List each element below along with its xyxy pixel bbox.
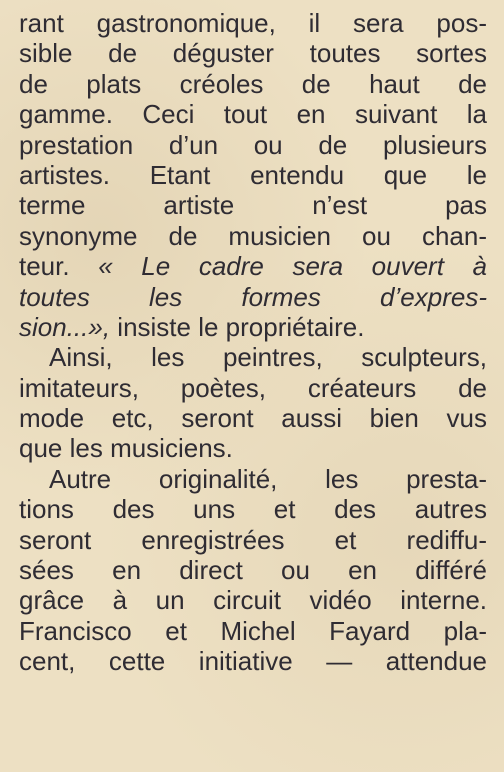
- quote-segment: sion...»,: [19, 311, 111, 342]
- text-line: artistes. Etant entendu que le: [19, 159, 487, 190]
- text-line: synonyme de musicien ou chan-: [19, 220, 487, 251]
- paragraph-1: [19, 8, 487, 342]
- paragraph-2: [19, 342, 487, 464]
- text-line: rant gastronomique, il sera pos-: [19, 8, 487, 38]
- text-line: de plats créoles de haut de: [19, 68, 487, 99]
- text-segment: insiste le propriétaire.: [117, 311, 365, 342]
- quote-line: toutes les formes d’expres-: [19, 281, 487, 312]
- text-line: gamme. Ceci tout en suivant la: [19, 99, 487, 130]
- text-line: que les musiciens.: [19, 433, 233, 464]
- text-line: seront enregistrées et rediffu-: [19, 524, 487, 555]
- mixed-line: [19, 312, 487, 342]
- text-line: mode etc, seront aussi bien vus: [19, 403, 487, 434]
- mixed-line: [19, 251, 487, 281]
- text-line: prestation d’un ou de plusieurs: [19, 129, 487, 160]
- text-line: sées en direct ou en différé: [19, 555, 487, 586]
- text-line: cent, cette initiative — attendue: [19, 646, 487, 677]
- text-line: terme artiste n’est pas: [19, 190, 487, 221]
- text-line: tions des uns et des autres: [19, 494, 487, 525]
- text-segment: teur.: [19, 251, 70, 282]
- text-line: imitateurs, poètes, créateurs de: [19, 372, 487, 403]
- text-line: Autre originalité, les presta-: [49, 463, 487, 494]
- text-line: Francisco et Michel Fayard pla-: [19, 615, 487, 646]
- quote-segment: « Le cadre sera ouvert à: [98, 251, 487, 282]
- article-column: [19, 8, 487, 677]
- text-line: Ainsi, les peintres, sculpteurs,: [49, 342, 487, 373]
- paragraph-3: [19, 464, 487, 677]
- text-line: sible de déguster toutes sortes: [19, 38, 487, 69]
- text-line: grâce à un circuit vidéo interne.: [19, 585, 487, 616]
